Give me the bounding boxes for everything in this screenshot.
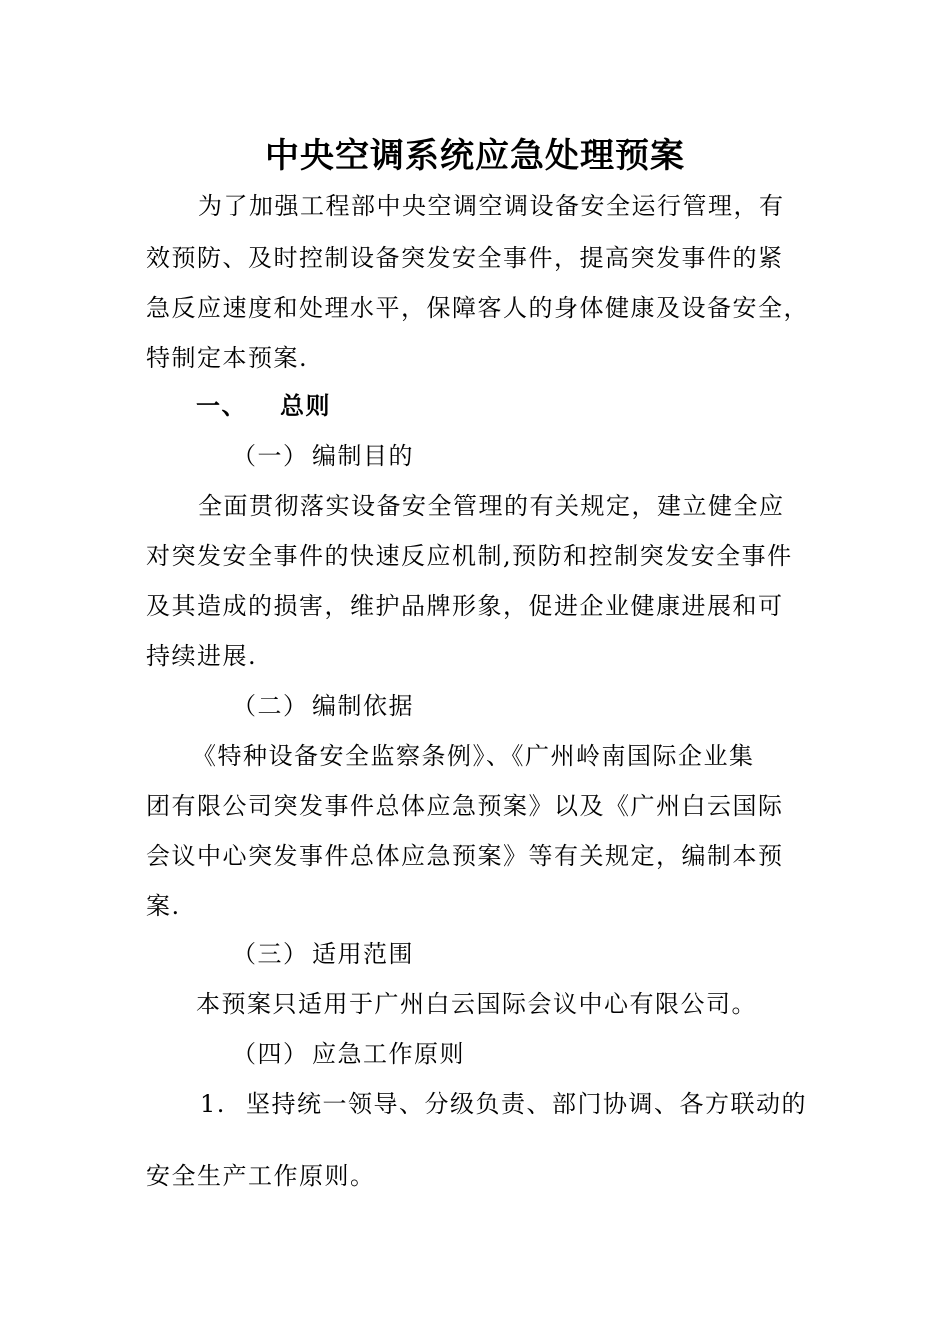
subheading-number: （一）	[232, 442, 309, 470]
subheading-title: 编制目的	[312, 442, 414, 470]
section-title: 总则	[280, 391, 331, 420]
item-number: 1.	[200, 1090, 226, 1118]
subheading-purpose	[232, 436, 414, 471]
intro-line-3: 急反应速度和处理水平，保障客人的身体健康及设备安全，	[146, 294, 809, 322]
subheading-title: 编制依据	[312, 692, 414, 720]
intro-line-2: 效预防、及时控制设备突发安全事件，提高突发事件的紧	[146, 244, 784, 272]
subheading-principles	[232, 1034, 465, 1069]
purpose-line-3: 及其造成的损害，维护品牌形象，促进企业健康进展和可	[146, 592, 784, 620]
subheading-number: （三）	[232, 940, 309, 968]
subheading-basis	[232, 686, 414, 721]
subheading-title: 应急工作原则	[312, 1040, 465, 1068]
intro-line-1: 为了加强工程部中央空调空调设备安全运行管理，有	[198, 192, 785, 220]
basis-line-4: 案.	[146, 892, 181, 920]
section-heading-general	[196, 386, 331, 421]
subheading-scope	[232, 934, 414, 969]
basis-line-2: 团有限公司突发事件总体应急预案》以及《广州白云国际	[146, 792, 784, 820]
item-text: 坚持统一领导、分级负责、部门协调、各方联动的	[246, 1090, 807, 1118]
subheading-title: 适用范围	[312, 940, 414, 968]
document-title: 中央空调系统应急处理预案	[265, 136, 685, 176]
basis-line-3: 会议中心突发事件总体应急预案》等有关规定，编制本预	[146, 842, 784, 870]
scope-text: 本预案只适用于广州白云国际会议中心有限公司。	[196, 990, 757, 1018]
subheading-number: （二）	[232, 692, 309, 720]
intro-line-4: 特制定本预案.	[146, 344, 309, 372]
purpose-line-1: 全面贯彻落实设备安全管理的有关规定，建立健全应	[198, 492, 785, 520]
purpose-line-4: 持续进展.	[146, 642, 258, 670]
subheading-number: （四）	[232, 1040, 309, 1068]
purpose-line-2: 对突发安全事件的快速反应机制,预防和控制突发安全事件	[146, 542, 793, 570]
section-number: 一、	[196, 391, 247, 420]
basis-line-1: 《特种设备安全监察条例》、《广州岭南国际企业集	[192, 742, 755, 770]
principle-item-1-cont: 安全生产工作原则。	[146, 1162, 376, 1190]
principle-item-1	[200, 1084, 807, 1119]
